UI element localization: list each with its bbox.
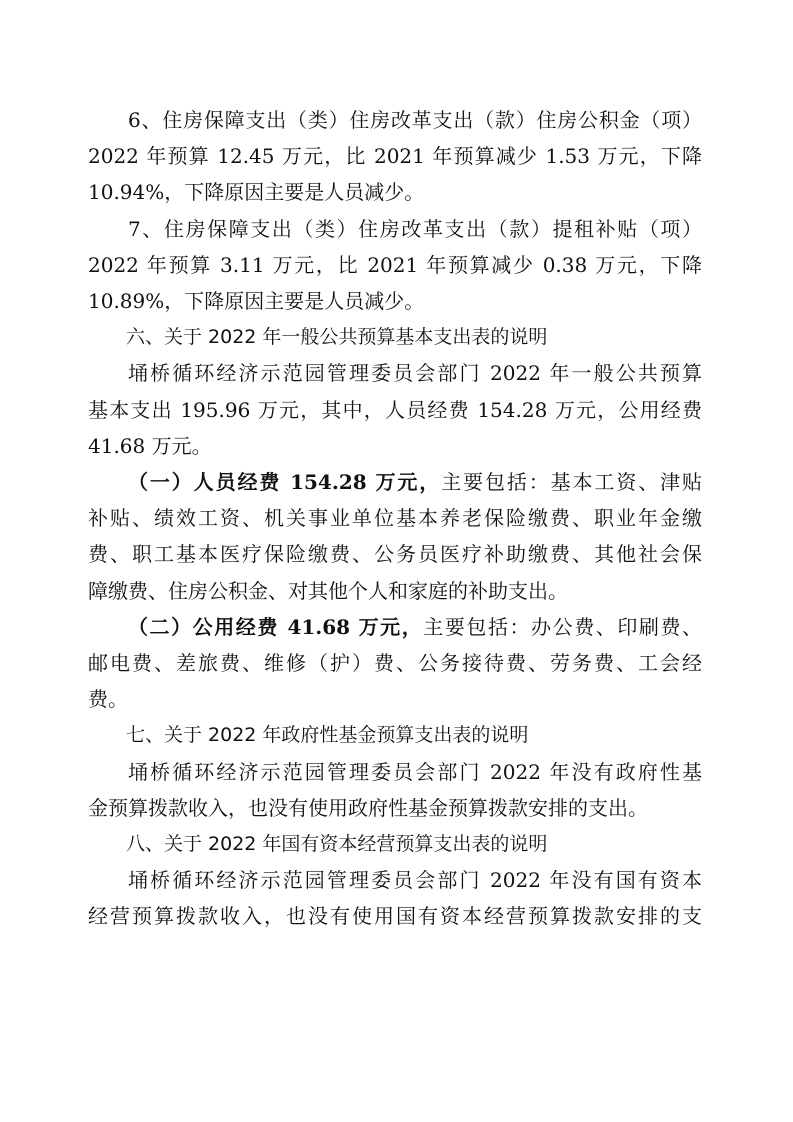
- text-line: 7、住房保障支出（类）住房改革支出（款）提租补贴（项）: [128, 216, 702, 241]
- text-line: 补贴、绩效工资、机关事业单位基本养老保险缴费、职业年金缴: [88, 506, 702, 531]
- section-heading-6: 六、关于 2022 年一般公共预算基本支出表的说明: [126, 326, 548, 349]
- text-line: 费、职工基本医疗保险缴费、公务员医疗补助缴费、其他社会保: [88, 542, 702, 567]
- paragraph-state-capital: [88, 862, 702, 934]
- section-heading-8: 八、关于 2022 年国有资本经营预算支出表的说明: [126, 833, 548, 856]
- text-line-rest: 主要包括：基本工资、津贴: [441, 470, 703, 495]
- text-line: 10.89%，下降原因主要是人员减少。: [88, 289, 425, 314]
- text-line: 6、住房保障支出（类）住房改革支出（款）住房公积金（项）: [128, 108, 702, 132]
- paragraph-item-7: [88, 211, 702, 320]
- bold-lead: （二）公用经费 41.68 万元，: [128, 614, 424, 639]
- paragraph-personnel-expenses: [88, 464, 702, 609]
- text-line: 10.94%，下降原因主要是人员减少。: [88, 180, 425, 205]
- text-line: 金预算拨款收入，也没有使用政府性基金预算拨款安排的支出。: [88, 795, 648, 820]
- text-line-rest: 主要包括：办公费、印刷费、: [423, 614, 702, 639]
- paragraph-government-fund: [88, 754, 702, 826]
- paragraph-basic-expenditure: [88, 355, 702, 464]
- text-line: 埇桥循环经济示范园管理委员会部门 2022 年一般公共预算: [128, 361, 702, 386]
- section-heading-7: 七、关于 2022 年政府性基金预算支出表的说明: [126, 724, 529, 747]
- text-line: 障缴费、住房公积金、对其他个人和家庭的补助支出。: [88, 578, 568, 603]
- text-line: 2022 年预算 3.11 万元，比 2021 年预算减少 0.38 万元，下降: [88, 252, 702, 277]
- text-line: 41.68 万元。: [88, 433, 212, 458]
- bold-lead: （一）人员经费 154.28 万元，: [128, 470, 442, 495]
- text-line: 埇桥循环经济示范园管理委员会部门 2022 年没有政府性基: [128, 759, 702, 784]
- text-line: 费。: [88, 687, 128, 712]
- paragraph-public-expenses: [88, 609, 702, 718]
- text-line: 基本支出 195.96 万元，其中，人员经费 154.28 万元，公用经费: [88, 397, 702, 422]
- text-line: 2022 年预算 12.45 万元，比 2021 年预算减少 1.53 万元，下降: [88, 144, 702, 169]
- text-line: [88, 464, 702, 500]
- text-line: 邮电费、差旅费、维修（护）费、公务接待费、劳务费、工会经: [88, 651, 702, 676]
- text-line: 经营预算拨款收入，也没有使用国有资本经营预算拨款安排的支: [88, 904, 702, 929]
- text-line: 埇桥循环经济示范园管理委员会部门 2022 年没有国有资本: [128, 868, 702, 893]
- document-page: [88, 102, 702, 935]
- text-line: [88, 609, 702, 645]
- paragraph-item-6: [88, 102, 702, 211]
